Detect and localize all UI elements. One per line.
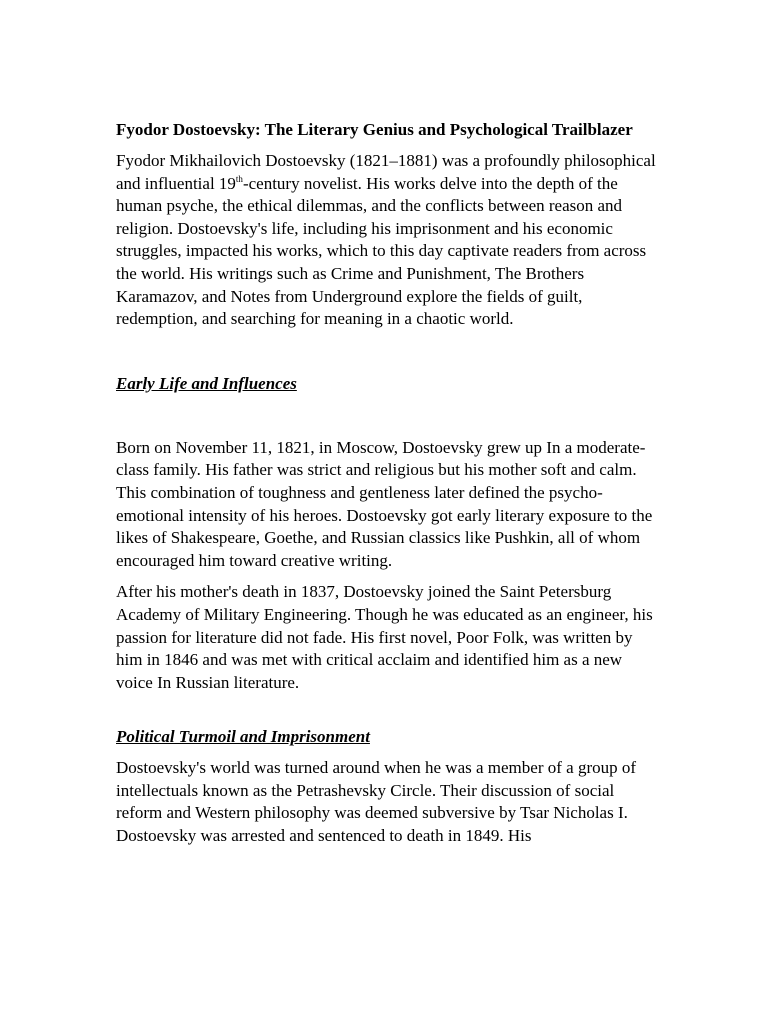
ordinal-superscript: th xyxy=(235,173,243,184)
section-heading-political-turmoil: Political Turmoil and Imprisonment xyxy=(116,727,370,747)
intro-text-start: Fyodor Mikhailovich Dostoevsky (1821–1881) was a profoundly philosophical and influential 19 xyxy=(116,151,656,193)
document-title: Fyodor Dostoevsky: The Literary Genius and Psychological Trailblazer xyxy=(116,120,633,139)
intro-text-end: -century novelist. His works delve into the depth of the human psyche, the ethical dilemmas, and the conflicts between reason and religion. Dostoevsky's life, including his imprisonment and his economic struggles, impacted his works, which to this day captivate readers from across the world. His writings such as Crime and Punishment, The Brothers Karamazov, and Notes from Underground explore the fields of guilt, redemption, and searching for meaning in a chaotic world. xyxy=(116,173,647,329)
document-page xyxy=(116,118,656,848)
section-heading-early-life: Early Life and Influences xyxy=(116,373,297,393)
political-turmoil-paragraph-1: Dostoevsky's world was turned around when he was a member of a group of intellectuals known as the Petrashevsky Circle. Their discussion of social reform and Western philosophy was deemed subversive by Tsar Nicholas I. Dostoevsky was arrested and sentenced to death in 1849. His xyxy=(116,758,637,846)
early-life-paragraph-1: Born on November 11, 1821, in Moscow, Dostoevsky grew up In a moderate-class family. His father was strict and religious but his mother soft and calm. This combination of toughness and gentleness later defined the psycho-emotional intensity of his heroes. Dostoevsky got early literary exposure to the likes of Shakespeare, Goethe, and Russian classics like Pushkin, all of whom encouraged him toward creative writing. xyxy=(116,437,653,570)
intro-paragraph xyxy=(116,150,656,331)
early-life-paragraph-2: After his mother's death in 1837, Dostoevsky joined the Saint Petersburg Academy of Military Engineering. Though he was educated as an engineer, his passion for literature did not fade. His first novel, Poor Folk, was written by him in 1846 and was met with critical acclaim and identified him as a new voice In Russian literature. xyxy=(116,582,653,692)
